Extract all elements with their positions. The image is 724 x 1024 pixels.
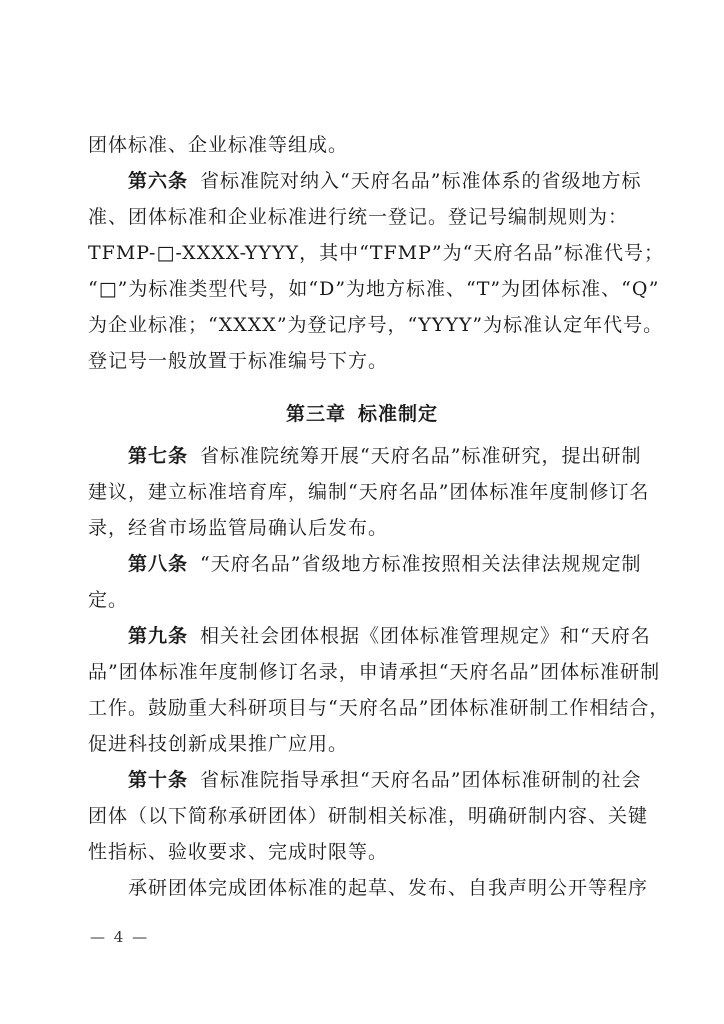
article-first-line: [88, 546, 642, 582]
paragraph-line: 团体标准、企业标准等组成。: [88, 134, 349, 156]
article-continuation-line: 录，经省市场监管局确认后发布。: [88, 517, 389, 539]
article-number: 第九条: [128, 625, 189, 647]
article-continuation-line: 为企业标准；“XXXX”为登记序号，“YYYY”为标准认定年代号。: [88, 314, 664, 336]
article-text: 省标准院指导承担“天府名品”团体标准研制的社会: [200, 769, 642, 791]
article-continuation-line: 定。: [88, 589, 129, 611]
article-text: “天府名品”省级地方标准按照相关法律法规规定制: [200, 553, 642, 575]
paragraph-line: 承研团体完成团体标准的起草、发布、自我声明公开等程序: [128, 877, 649, 899]
article-text: 省标准院对纳入“天府名品”标准体系的省级地方标: [200, 170, 642, 192]
article-continuation-line: 团体（以下简称承研团体）研制相关标准，明确研制内容、关键: [88, 805, 649, 827]
article-text: 省标准院统筹开展“天府名品”标准研究，提出研制: [200, 445, 642, 467]
page-number: — 4 —: [90, 928, 150, 946]
chapter-number: 第三章: [285, 403, 346, 425]
chapter-heading: [0, 399, 724, 426]
chapter-title-text: 标准制定: [358, 403, 439, 425]
article-number: 第六条: [128, 170, 189, 192]
article-number: 第七条: [128, 445, 189, 467]
article-text: 相关社会团体根据《团体标准管理规定》和“天府名: [200, 625, 651, 647]
article-continuation-line: 促进科技创新成果推广应用。: [88, 733, 349, 755]
article-first-line: [88, 762, 642, 798]
text-section-bottom: [88, 438, 670, 906]
article-first-line: [88, 438, 642, 474]
article-continuation-line: 品”团体标准年度制修订名录，申请承担“天府名品”团体标准研制: [88, 661, 661, 683]
article-continuation-line: 工作。鼓励重大科研项目与“天府名品”团体标准研制工作相结合，: [88, 697, 670, 719]
text-section-top: [88, 127, 665, 379]
article-continuation-line: 准、团体标准和企业标准进行统一登记。登记号编制规则为：: [88, 206, 629, 228]
article-number: 第八条: [128, 553, 189, 575]
article-first-line: [88, 618, 651, 654]
article-continuation-line: “□”为标准类型代号，如“D”为地方标准、“T”为团体标准、“Q”: [88, 278, 660, 300]
article-continuation-line: 性指标、验收要求、完成时限等。: [88, 841, 389, 863]
article-continuation-line: TFMP-□-XXXX-YYYY，其中“TFMP”为“天府名品”标准代号；: [88, 242, 665, 264]
article-first-line: [88, 163, 642, 199]
article-continuation-line: 建议，建立标准培育库，编制“天府名品”团体标准年度制修订名: [88, 481, 650, 503]
article-continuation-line: 登记号一般放置于标准编号下方。: [88, 350, 389, 372]
article-number: 第十条: [128, 769, 189, 791]
